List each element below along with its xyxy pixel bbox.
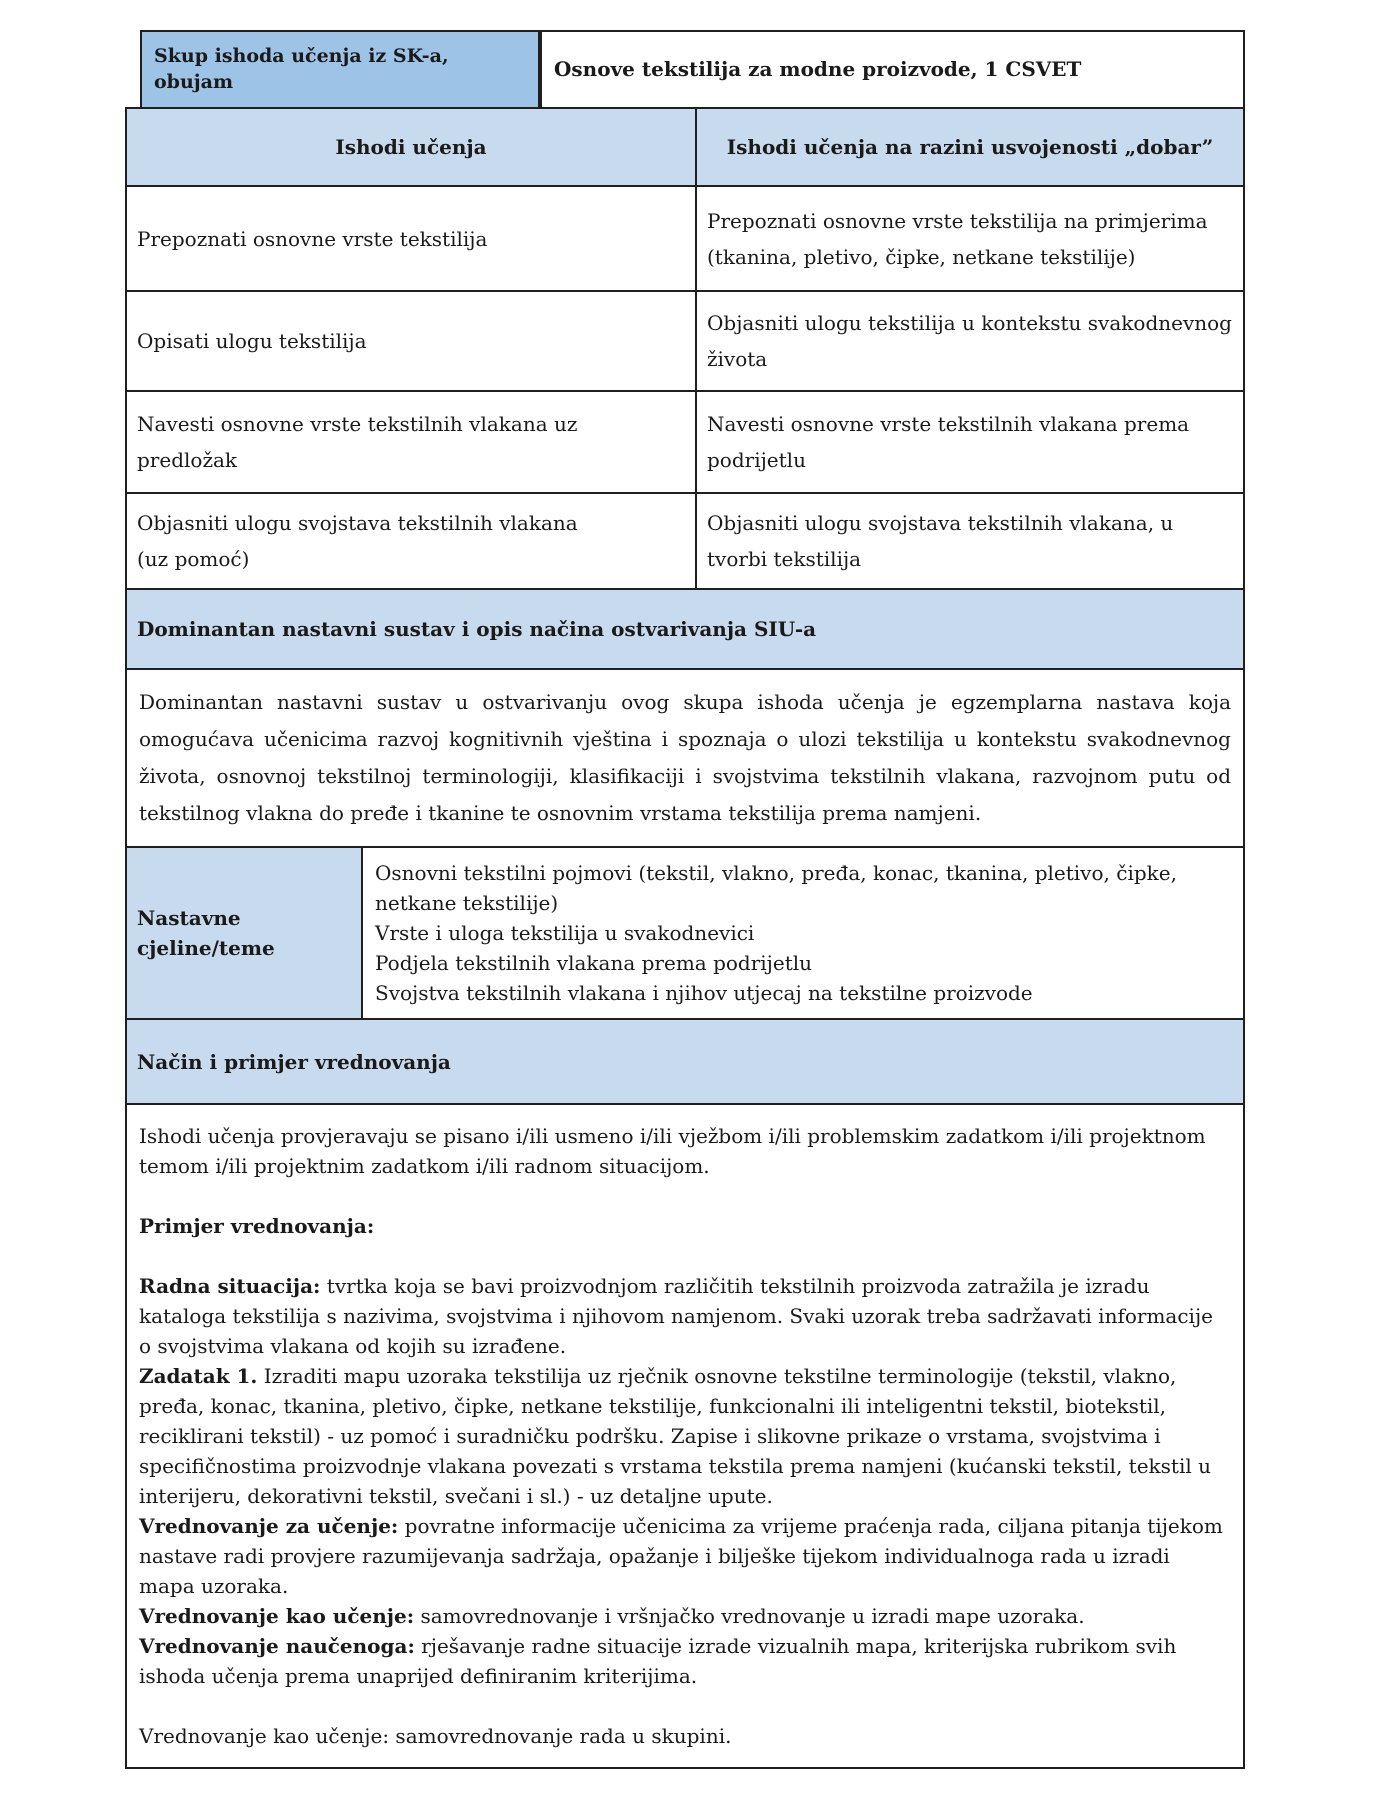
set-title-value: Osnove tekstilija za modne proizvode, 1 CSVET <box>554 57 1082 81</box>
outcomes-header-cell <box>127 109 697 185</box>
teaching-unit-item: Podjela tekstilnih vlakana prema podrijetlu <box>375 951 813 975</box>
good-level-cell <box>697 187 1243 290</box>
outcome-text: Objasniti ulogu svojstava tekstilnih vlakana (uz pomoć) <box>137 511 578 571</box>
set-title-label-cell <box>140 30 540 107</box>
dominant-system-description: Dominantan nastavni sustav u ostvarivanju ovog skupa ishoda učenja je egzemplarna nastava koja omogućava učenicima razvoj kognitivnih vještina i spoznaja o ulozi tekstilija u kontekstu svakodnevnog života, osnovnoj tekstilnoj terminologiji, klasifikaciji i svojstvima tekstilnih vlakana, razvojnom putu od tekstilnog vlakna do pređe i tkanine te osnovnim vrstama tekstilija prema namjeni. <box>139 690 1231 825</box>
evaluation-item-label: Zadatak 1. <box>139 1364 258 1388</box>
good-level-cell <box>697 292 1243 390</box>
evaluation-content-cell <box>127 1105 1243 1767</box>
set-title-label: Skup ishoda učenja iz SK-a, obujam <box>154 44 449 93</box>
evaluation-item <box>139 1361 1231 1511</box>
outcome-cell <box>127 187 697 290</box>
evaluation-intro: Ishodi učenja provjeravaju se pisano i/ili usmeno i/ili vježbom i/ili problemskim zadatkom i/ili projektnom temom i/ili projektnim zadatkom i/ili radnom situacijom. <box>139 1124 1206 1178</box>
evaluation-title-row <box>127 1020 1243 1105</box>
table-row <box>127 494 1243 590</box>
evaluation-item-label: Vrednovanje za učenje: <box>139 1514 399 1538</box>
evaluation-item-label: Vrednovanje naučenoga: <box>139 1634 415 1658</box>
outcome-cell <box>127 494 697 588</box>
outcomes-header-label: Ishodi učenja <box>335 135 487 159</box>
outcome-text: Prepoznati osnovne vrste tekstilija <box>137 226 488 251</box>
evaluation-example-heading: Primjer vrednovanja: <box>139 1214 375 1238</box>
table-row <box>127 187 1243 292</box>
teaching-units-label: Nastavne cjeline/teme <box>137 906 275 960</box>
teaching-units-content-cell <box>363 848 1243 1018</box>
good-level-text: Objasniti ulogu svojstava tekstilnih vlakana, u tvorbi tekstilija <box>707 511 1174 571</box>
good-level-header-label: Ishodi učenja na razini usvojenosti „dobar” <box>726 135 1214 159</box>
evaluation-item-text: Izraditi mapu uzoraka tekstilija uz rječnik osnovne tekstilne terminologije (tekstil, vlakno, pređa, konac, tkanina, pletivo, čipke, netkane tekstilije, funkcionalni ili inteligentni tekstil, biotekstil, reciklirani tekstil) - uz pomoć i suradničku podršku. Zapise i slikovne prikaze o vrstama, svojstvima i specifičnostima proizvodnje vlakana povezati s vrstama tekstila prema namjeni (kućanski tekstil, tekstil u interijeru, dekorativni tekstil, svečani i sl.) - uz detaljne upute. <box>139 1364 1211 1508</box>
teaching-unit-item: Vrste i uloga tekstilija u svakodnevici <box>375 921 755 945</box>
teaching-units-label-cell <box>127 848 363 1018</box>
dominant-system-description-row <box>127 670 1243 848</box>
evaluation-item-text: samovrednovanje i vršnjačko vrednovanje u izradi mape uzoraka. <box>414 1604 1085 1628</box>
outcome-cell <box>127 392 697 492</box>
evaluation-item-text: povratne informacije učenicima za vrijeme praćenja rada, ciljana pitanja tijekom nastave radi provjere razumijevanja sadržaja, opažanje i bilješke tijekom individualnoga rada u izradi mapa uzoraka. <box>139 1514 1223 1598</box>
outcome-text: Navesti osnovne vrste tekstilnih vlakana uz predložak <box>137 412 578 472</box>
table-row <box>127 292 1243 392</box>
dominant-system-title: Dominantan nastavni sustav i opis načina ostvarivanja SIU-a <box>137 617 817 641</box>
good-level-cell <box>697 494 1243 588</box>
evaluation-content-row <box>127 1105 1243 1767</box>
good-level-header-cell <box>697 109 1243 185</box>
evaluation-footer: Vrednovanje kao učenje: samovrednovanje rada u skupini. <box>139 1724 732 1748</box>
evaluation-item-label: Vrednovanje kao učenje: <box>139 1604 415 1628</box>
dominant-system-title-row <box>127 590 1243 670</box>
set-title-row <box>140 30 1245 107</box>
good-level-text: Prepoznati osnovne vrste tekstilija na primjerima (tkanina, pletivo, čipke, netkane tekstilije) <box>707 208 1208 269</box>
table-row <box>127 392 1243 494</box>
evaluation-title: Način i primjer vrednovanja <box>137 1049 451 1074</box>
outcome-cell <box>127 292 697 390</box>
set-title-value-cell <box>540 30 1245 107</box>
outcome-text: Opisati ulogu tekstilija <box>137 329 367 353</box>
good-level-text: Navesti osnovne vrste tekstilnih vlakana prema podrijetlu <box>707 412 1190 472</box>
evaluation-item-label: Radna situacija: <box>139 1274 321 1298</box>
teaching-unit-item: Osnovni tekstilni pojmovi (tekstil, vlakno, pređa, konac, tkanina, pletivo, čipke, netkane tekstilije) <box>375 861 1177 915</box>
evaluation-item-text: tvrtka koja se bavi proizvodnjom različitih tekstilnih proizvoda zatražila je izradu kataloga tekstilija s nazivima, svojstvima i njihovom namjenom. Svaki uzorak treba sadržavati informacije o svojstvima vlakana od kojih su izrađene. <box>139 1274 1213 1358</box>
outcomes-table <box>125 107 1245 1769</box>
evaluation-item-text: rješavanje radne situacije izrade vizualnih mapa, kriterijska rubrikom svih ishoda učenja prema unaprijed definiranim kriterijima. <box>139 1634 1177 1688</box>
teaching-units-row <box>127 848 1243 1020</box>
outcomes-header-row <box>127 109 1243 187</box>
evaluation-item <box>139 1271 1231 1361</box>
evaluation-item <box>139 1601 1231 1631</box>
good-level-cell <box>697 392 1243 492</box>
teaching-unit-item: Svojstva tekstilnih vlakana i njihov utjecaj na tekstilne proizvode <box>375 981 1033 1005</box>
document-page <box>125 30 1245 1769</box>
evaluation-item <box>139 1511 1231 1601</box>
good-level-text: Objasniti ulogu tekstilija u kontekstu svakodnevnog života <box>707 311 1232 371</box>
evaluation-item <box>139 1631 1231 1691</box>
